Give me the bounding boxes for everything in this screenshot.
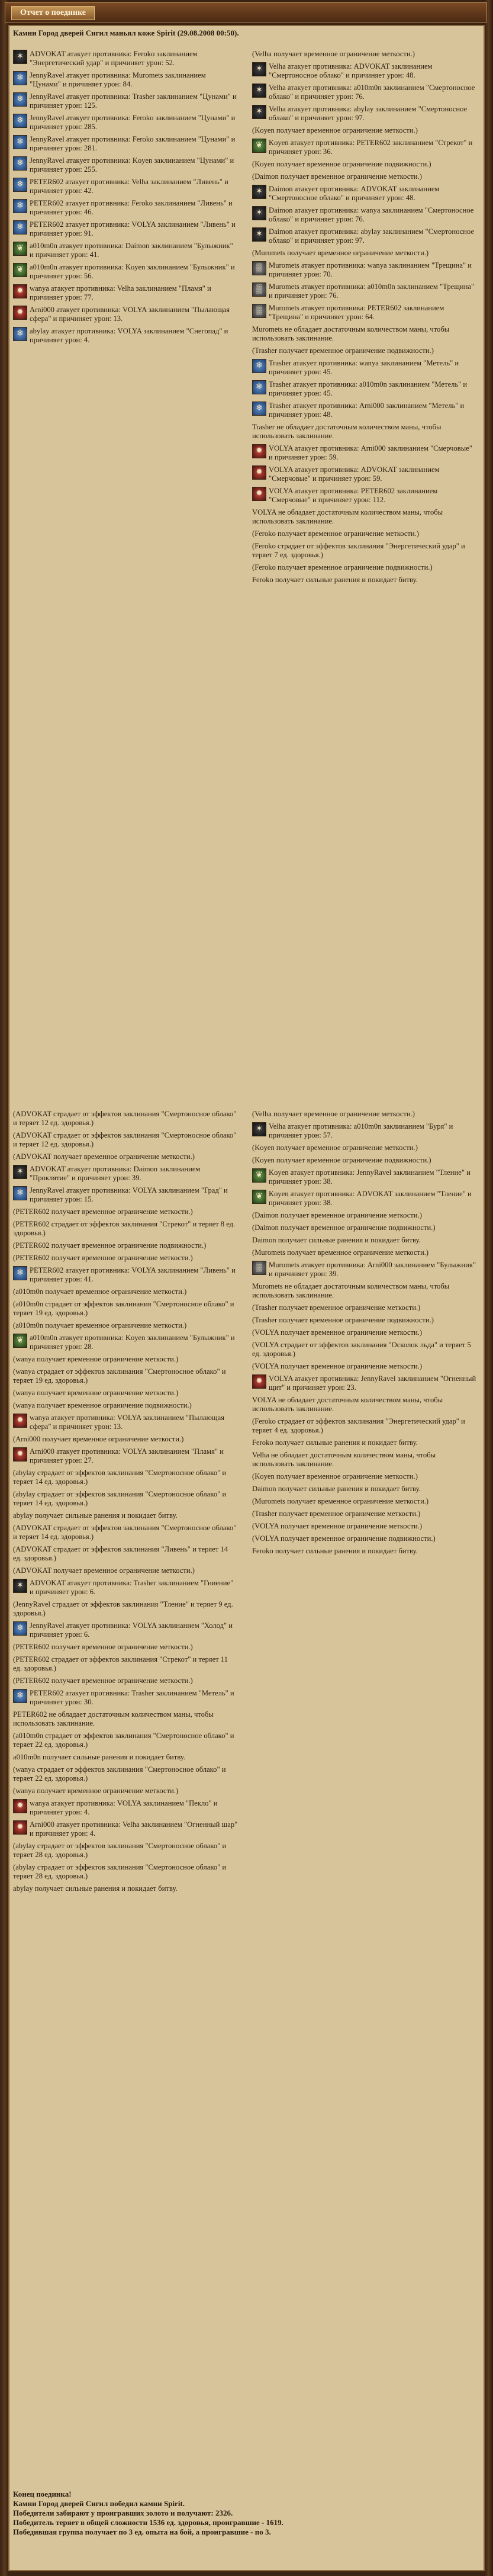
log-entry: [13, 1621, 238, 1639]
log-text: Velha атакует противника: ADVOKAT заклинанием "Смертоносное облако" и причиняет урон: 48.: [269, 62, 433, 79]
spell-icon: ❄: [13, 135, 27, 149]
log-status: abylay получает сильные ранения и покидает битву.: [13, 1511, 178, 1520]
spell-icon: ❦: [13, 1334, 27, 1348]
spell-icon: ❄: [13, 1621, 27, 1636]
spell-icon: ✶: [252, 1122, 266, 1136]
log-status: (Feroko страдает от эффектов заклинания "Энергетический удар" и теряет 7 ед. здоровья.): [252, 542, 465, 559]
log-text: a010m0n атакует противника: Koyen заклинанием "Булыжник" и причиняет урон: 28.: [30, 1334, 235, 1351]
spell-icon: ❄: [13, 1689, 27, 1703]
log-status: (wanya страдает от эффектов заклинания "Смертоносное облако" и теряет 22 ед. здоровья.): [13, 1765, 226, 1782]
log-status: (PETER602 страдает от эффектов заклинания "Стрекот" и теряет 11 ед. здоровья.): [13, 1655, 228, 1672]
log-text: Trasher атакует противника: a010m0n заклинанием "Метель" и причиняет урон: 45.: [269, 380, 468, 397]
log-entry: [252, 359, 477, 377]
spell-icon: ✶: [252, 62, 266, 76]
spell-icon: ✹: [252, 465, 266, 480]
log-entry: [13, 135, 238, 153]
log-status: (wanya получает временное ограничение меткости.): [13, 1355, 179, 1363]
log-entry: [252, 1168, 477, 1186]
log-text: Daimon атакует противника: wanya заклинанием "Смертоносное облако" и причиняет урон: 76.: [269, 206, 474, 223]
spell-icon: ❦: [13, 263, 27, 277]
log-entry: [13, 1447, 238, 1465]
log-entry: [252, 380, 477, 398]
spell-icon: ✹: [13, 1447, 27, 1462]
spell-icon: ✶: [13, 50, 27, 64]
log-status: (VOLYA получает временное ограничение меткости.): [252, 1362, 423, 1370]
log-status: (Koyen получает временное ограничение меткости.): [252, 1472, 418, 1480]
battle-end-title: Конец поединка!: [13, 2490, 72, 2498]
log-status: (PETER602 страдает от эффектов заклинания "Стрекот" и теряет 8 ед. здоровья.): [13, 1220, 236, 1237]
title-bar: [5, 2, 487, 23]
spell-icon: ❄: [13, 156, 27, 171]
log-entry: [252, 487, 477, 505]
spell-icon: ❄: [13, 71, 27, 85]
log-text: VOLYA атакует противника: ADVOKAT заклинанием "Смерчовые" и причиняет урон: 59.: [269, 465, 440, 483]
log-entry: [252, 105, 477, 123]
log-text: Arni000 атакует противника: VOLYA заклинанием "Пламя" и причиняет урон: 27.: [30, 1447, 224, 1464]
spell-icon: ▒: [252, 261, 266, 275]
log-status: (PETER602 получает временное ограничение подвижности.): [13, 1241, 207, 1250]
log-text: Muromets атакует противника: PETER602 заклинанием "Трещина" и причиняет урон: 64.: [269, 304, 444, 321]
log-text: Arni000 атакует противника: Velha заклинанием "Огненный шар" и причиняет урон: 4.: [30, 1820, 238, 1838]
log-status: Velha не обладает достаточным количеством маны, чтобы использовать заклинание.: [252, 1451, 436, 1468]
log-text: ADVOKAT атакует противника: Daimon заклинанием "Проклятие" и причиняет урон: 39.: [30, 1165, 201, 1182]
log-entry: [252, 444, 477, 462]
spell-icon: ✶: [13, 1165, 27, 1179]
log-status: (Velha получает временное ограничение меткости.): [252, 50, 415, 58]
log-text: Trasher атакует противника: Arni000 заклинанием "Метель" и причиняет урон: 48.: [269, 402, 465, 419]
log-text: VOLYA атакует противника: Arni000 заклинанием "Смерчовые" и причиняет урон: 59.: [269, 444, 472, 461]
log-status: (a010m0n получает временное ограничение меткости.): [13, 1287, 187, 1296]
log-status: Daimon получает сильные ранения и покидает битву.: [252, 1485, 421, 1493]
log-entry: [252, 261, 477, 279]
log-status: (a010m0n страдает от эффектов заклинания "Смертоносное облако" и теряет 19 ед. здоровья.): [13, 1300, 234, 1317]
log-text: ADVOKAT атакует противника: Feroko заклинанием "Энергетический удар" и причиняет урон: 52.: [30, 50, 198, 67]
log-text: Muromets атакует противника: Arni000 заклинанием "Булыжник" и причиняет урон: 39.: [269, 1261, 476, 1278]
log-text: Daimon атакует противника: ADVOKAT заклинанием "Смертоносное облако" и причиняет урон: 48.: [269, 185, 440, 202]
log-status: Feroko получает сильные ранения и покидает битву.: [252, 576, 418, 584]
log-status: (Koyen получает временное ограничение подвижности.): [252, 160, 431, 168]
log-entry: [252, 465, 477, 483]
spell-icon: ❄: [252, 359, 266, 373]
log-entry: [13, 1414, 238, 1431]
log-entry: [252, 62, 477, 80]
spell-icon: ✹: [13, 1799, 27, 1813]
log-status: (Trasher получает временное ограничение меткости.): [252, 1303, 421, 1312]
log-text: Muromets атакует противника: wanya заклинанием "Трещина" и причиняет урон: 70.: [269, 261, 472, 278]
log-entry: [13, 1689, 238, 1707]
log-text: VOLYA атакует противника: JennyRavel заклинанием "Огненный щит" и причиняет урон: 23.: [269, 1374, 476, 1392]
spell-icon: ✹: [13, 284, 27, 298]
summary-line: Победившая группа получает по 3 ед. опыта на бой, а проигравшие - по 3.: [13, 2527, 271, 2536]
spell-icon: ❦: [252, 139, 266, 153]
log-entry: [252, 304, 477, 322]
log-text: wanya атакует противника: VOLYA заклинанием "Пекло" и причиняет урон: 4.: [30, 1799, 218, 1816]
log-status: (abylay страдает от эффектов заклинания "Смертоносное облако" и теряет 14 ед. здоровья.): [13, 1490, 227, 1507]
log-text: JennyRavel атакует противника: Muromets заклинанием "Цунами" и причиняет урон: 84.: [30, 71, 206, 88]
spell-icon: ❦: [252, 1168, 266, 1183]
log-status: (PETER602 получает временное ограничение меткости.): [13, 1254, 193, 1262]
spell-icon: ✹: [252, 487, 266, 501]
summary-line: Камни Город дверей Сигил победил камни Spirit.: [13, 2499, 185, 2508]
spell-icon: ❄: [252, 402, 266, 416]
log-status: (ADVOKAT страдает от эффектов заклинания "Смертоносное облако" и теряет 12 ед. здоровья.): [13, 1131, 237, 1148]
log-entry: [13, 263, 238, 281]
log-status: Muromets не обладает достаточным количеством маны, чтобы использовать заклинание.: [252, 325, 450, 342]
spell-icon: ✹: [13, 306, 27, 320]
spell-icon: ❄: [13, 220, 27, 235]
spell-icon: ❦: [13, 242, 27, 256]
log-status: (Feroko страдает от эффектов заклинания "Энергетический удар" и теряет 4 ед. здоровья.): [252, 1417, 465, 1434]
log-text: PETER602 атакует противника: Trasher заклинанием "Метель" и причиняет урон: 30.: [30, 1689, 234, 1706]
spell-icon: ✶: [13, 1579, 27, 1593]
log-status: (PETER602 получает временное ограничение меткости.): [13, 1676, 193, 1685]
log-entry: [252, 139, 477, 156]
log-text: PETER602 атакует противника: VOLYA заклинанием "Ливень" и причиняет урон: 41.: [30, 1266, 236, 1283]
spell-icon: ✹: [252, 444, 266, 458]
log-text: wanya атакует противника: Velha заклинанием "Пламя" и причиняет урон: 77.: [30, 284, 211, 301]
spell-icon: ▒: [252, 304, 266, 318]
log-text: Daimon атакует противника: abylay заклинанием "Смертоносное облако" и причиняет урон: 97.: [269, 227, 475, 245]
log-status: (JennyRavel страдает от эффектов заклинания "Тление" и теряет 9 ед. здоровья.): [13, 1600, 233, 1617]
spell-icon: ✶: [252, 206, 266, 220]
log-entry: [13, 92, 238, 110]
log-status: (Feroko получает временное ограничение подвижности.): [252, 563, 433, 571]
log-header: Камни Город дверей Сигил маньял коже Spirit (29.08.2008 00:50).: [13, 28, 239, 37]
log-status: (ADVOKAT страдает от эффектов заклинания "Смертоносное облако" и теряет 12 ед. здоровья.): [13, 1110, 237, 1127]
spell-icon: ✹: [252, 1374, 266, 1389]
log-status: (abylay страдает от эффектов заклинания "Смертоносное облако" и теряет 28 ед. здоровья.): [13, 1863, 227, 1880]
log-status: (PETER602 получает временное ограничение меткости.): [13, 1643, 193, 1651]
log-text: abylay атакует противника: VOLYA заклинанием "Снегопад" и причиняет урон: 4.: [30, 327, 228, 344]
battle-summary: [13, 2490, 475, 2537]
log-entry: [13, 156, 238, 174]
log-entry: [13, 220, 238, 238]
log-entry: [13, 114, 238, 131]
log-text: PETER602 атакует противника: Velha заклинанием "Ливень" и причиняет урон: 42.: [30, 178, 228, 195]
log-entry: [13, 306, 238, 323]
log-status: abylay получает сильные ранения и покидает битву.: [13, 1884, 178, 1893]
log-entry: [13, 50, 238, 68]
spell-icon: ▒: [252, 1261, 266, 1275]
log-status: (wanya получает временное ограничение подвижности.): [13, 1401, 192, 1409]
log-entry: [252, 227, 477, 245]
spell-icon: ✹: [13, 1820, 27, 1835]
log-status: (PETER602 получает временное ограничение меткости.): [13, 1207, 193, 1216]
log-text: Koyen атакует противника: JennyRavel заклинанием "Тление" и причиняет урон: 38.: [269, 1168, 471, 1186]
log-status: Feroko получает сильные ранения и покидает битву.: [252, 1438, 418, 1447]
battle-log-panel: [8, 25, 485, 2571]
log-status: (Trasher получает временное ограничение подвижности.): [252, 1316, 434, 1324]
log-entry: [13, 1266, 238, 1284]
log-status: (wanya страдает от эффектов заклинания "Смертоносное облако" и теряет 19 ед. здоровья.): [13, 1367, 226, 1385]
summary-line: Победители забирают у проигравших золото и получают: 2326.: [13, 2508, 233, 2517]
log-entry: [13, 242, 238, 259]
log-status: (a010m0n получает временное ограничение меткости.): [13, 1321, 187, 1329]
log-status: (VOLYA получает временное ограничение меткости.): [252, 1328, 423, 1337]
log-text: Velha атакует противника: a010m0n заклинанием "Смертоносное облако" и причиняет урон: 76.: [269, 83, 475, 101]
spell-icon: ❄: [252, 380, 266, 394]
log-status: PETER602 не обладает достаточным количеством маны, чтобы использовать заклинание.: [13, 1710, 214, 1727]
log-status: (ADVOKAT получает временное ограничение меткости.): [13, 1566, 195, 1575]
log-text: Velha атакует противника: abylay заклинанием "Смертоносное облако" и причиняет урон: 97.: [269, 105, 468, 122]
log-status: (Muromets получает временное ограничение меткости.): [252, 1248, 429, 1257]
log-text: JennyRavel атакует противника: Trasher заклинанием "Цунами" и причиняет урон: 125.: [30, 92, 237, 110]
log-status: Daimon получает сильные ранения и покидает битву.: [252, 1236, 421, 1244]
log-status: (VOLYA получает временное ограничение подвижности.): [252, 1534, 436, 1543]
log-status: (Koyen получает временное ограничение меткости.): [252, 1144, 418, 1152]
log-status: Trasher не обладает достаточным количеством маны, чтобы использовать заклинание.: [252, 423, 442, 440]
log-text: Muromets атакует противника: a010m0n заклинанием "Трещина" и причиняет урон: 76.: [269, 282, 475, 300]
log-entry: [13, 1820, 238, 1838]
log-status: (Daimon получает временное ограничение меткости.): [252, 172, 422, 181]
log-text: JennyRavel атакует противника: VOLYA заклинанием "Холод" и причиняет урон: 6.: [30, 1621, 233, 1639]
log-status: (Daimon получает временное ограничение меткости.): [252, 1211, 422, 1219]
log-status: (Velha получает временное ограничение меткости.): [252, 1110, 415, 1118]
log-status: (Feroko получает временное ограничение меткости.): [252, 529, 419, 538]
log-status: (a010m0n страдает от эффектов заклинания "Смертоносное облако" и теряет 22 ед. здоровья.): [13, 1732, 234, 1749]
log-entry: [13, 284, 238, 302]
log-status: (Trasher получает временное ограничение меткости.): [252, 1509, 421, 1518]
spell-icon: ❄: [13, 1186, 27, 1200]
log-status: (Arni000 получает временное ограничение меткости.): [13, 1435, 184, 1443]
tab-battle-report[interactable]: Отчет о поединке: [11, 6, 95, 20]
log-status: (Koyen получает временное ограничение подвижности.): [252, 1156, 431, 1164]
log-status: a010m0n получает сильные ранения и покидает битву.: [13, 1753, 185, 1761]
log-status: Muromets не обладает достаточным количеством маны, чтобы использовать заклинание.: [252, 1282, 450, 1299]
log-text: a010m0n атакует противника: Daimon заклинанием "Булыжник" и причиняет урон: 41.: [30, 242, 233, 259]
log-entry: [252, 1374, 477, 1392]
log-status: (Daimon получает временное ограничение подвижности.): [252, 1223, 436, 1232]
log-entry: [13, 199, 238, 217]
spell-icon: ❄: [13, 92, 27, 107]
log-entry: [13, 327, 238, 345]
log-status: (VOLYA получает временное ограничение меткости.): [252, 1522, 423, 1530]
log-status: (Koyen получает временное ограничение меткости.): [252, 126, 418, 134]
log-status: (ADVOKAT страдает от эффектов заклинания "Ливень" и теряет 14 ед. здоровья.): [13, 1545, 228, 1562]
right-column-round2: [252, 1110, 477, 1559]
log-status: (abylay страдает от эффектов заклинания "Смертоносное облако" и теряет 14 ед. здоровья.): [13, 1469, 227, 1486]
log-status: (Muromets получает временное ограничение меткости.): [252, 249, 429, 257]
log-entry: [13, 71, 238, 89]
log-text: PETER602 атакует противника: VOLYA заклинанием "Ливень" и причиняет урон: 91.: [30, 220, 236, 237]
log-text: PETER602 атакует противника: Feroko заклинанием "Ливень" и причиняет урон: 46.: [30, 199, 233, 216]
log-status: (VOLYA страдает от эффектов заклинания "Осколок льда" и теряет 5 ед. здоровья.): [252, 1341, 471, 1358]
spell-icon: ▒: [252, 282, 266, 297]
spell-icon: ✶: [252, 105, 266, 119]
log-status: (wanya получает временное ограничение меткости.): [13, 1787, 179, 1795]
log-status: (Muromets получает временное ограничение меткости.): [252, 1497, 429, 1505]
log-entry: [252, 1122, 477, 1140]
spell-icon: ✶: [252, 227, 266, 242]
log-entry: [13, 1579, 238, 1597]
log-text: Velha атакует противника: a010m0n заклинанием "Буря" и причиняет урон: 57.: [269, 1122, 453, 1139]
log-text: a010m0n атакует противника: Koyen заклинанием "Булыжник" и причиняет урон: 56.: [30, 263, 235, 280]
log-entry: [252, 83, 477, 101]
log-text: Koyen атакует противника: ADVOKAT заклинанием "Тление" и причиняет урон: 38.: [269, 1190, 472, 1207]
log-status: (ADVOKAT получает временное ограничение меткости.): [13, 1152, 195, 1161]
log-entry: [13, 1799, 238, 1817]
log-entry: [252, 1190, 477, 1207]
spell-icon: ❄: [13, 199, 27, 213]
log-status: VOLYA не обладает достаточным количеством маны, чтобы использовать заклинание.: [252, 1396, 443, 1413]
log-text: wanya атакует противника: VOLYA заклинанием "Пылающая сфера" и причиняет урон: 13.: [30, 1414, 224, 1431]
log-status: (abylay страдает от эффектов заклинания "Смертоносное облако" и теряет 28 ед. здоровья.): [13, 1842, 227, 1859]
log-status: VOLYA не обладает достаточным количеством маны, чтобы использовать заклинание.: [252, 508, 443, 525]
log-status: Feroko получает сильные ранения и покидает битву.: [252, 1547, 418, 1555]
spell-icon: ❄: [13, 114, 27, 128]
log-text: JennyRavel атакует противника: VOLYA заклинанием "Град" и причиняет урон: 15.: [30, 1186, 228, 1203]
log-text: VOLYA атакует противника: PETER602 заклинанием "Смерчовые" и причиняет урон: 112.: [269, 487, 438, 504]
spell-icon: ❄: [13, 327, 27, 341]
log-text: Trasher атакует противника: wanya заклинанием "Метель" и причиняет урон: 45.: [269, 359, 459, 376]
log-entry: [252, 185, 477, 203]
log-entry: [252, 402, 477, 419]
summary-line: Победитель теряет в общей сложности 1536 ед. здоровья, проигравшие - 1619.: [13, 2518, 283, 2527]
spell-icon: ❄: [13, 178, 27, 192]
spell-icon: ✹: [13, 1414, 27, 1428]
log-text: Koyen атакует противника: PETER602 заклинанием "Стрекот" и причиняет урон: 36.: [269, 139, 473, 156]
left-column-round2: [13, 1110, 238, 1897]
log-entry: [252, 1261, 477, 1279]
spell-icon: ✶: [252, 185, 266, 199]
log-status: (ADVOKAT страдает от эффектов заклинания "Смертоносное облако" и теряет 14 ед. здоровья.): [13, 1524, 237, 1541]
log-status: (Trasher получает временное ограничение подвижности.): [252, 346, 434, 355]
log-entry: [252, 282, 477, 300]
log-text: Arni000 атакует противника: VOLYA заклинанием "Пылающая сфера" и причиняет урон: 13.: [30, 306, 230, 323]
log-text: JennyRavel атакует противника: Koyen заклинанием "Цунами" и причиняет урон: 255.: [30, 156, 234, 174]
left-column-round1: [13, 50, 238, 348]
log-entry: [13, 178, 238, 195]
log-entry: [13, 1334, 238, 1351]
log-text: JennyRavel атакует противника: Feroko заклинанием "Цунами" и причиняет урон: 285.: [30, 114, 236, 131]
spell-icon: ✶: [252, 83, 266, 98]
log-entry: [13, 1186, 238, 1204]
log-entry: [252, 206, 477, 224]
log-status: (wanya получает временное ограничение меткости.): [13, 1389, 179, 1397]
spell-icon: ❦: [252, 1190, 266, 1204]
right-column-round1: [252, 50, 477, 588]
log-entry: [13, 1165, 238, 1183]
log-text: JennyRavel атакует противника: Feroko заклинанием "Цунами" и причиняет урон: 281.: [30, 135, 236, 152]
log-text: ADVOKAT атакует противника: Trasher заклинанием "Гниение" и причиняет урон: 6.: [30, 1579, 234, 1596]
spell-icon: ❄: [13, 1266, 27, 1280]
